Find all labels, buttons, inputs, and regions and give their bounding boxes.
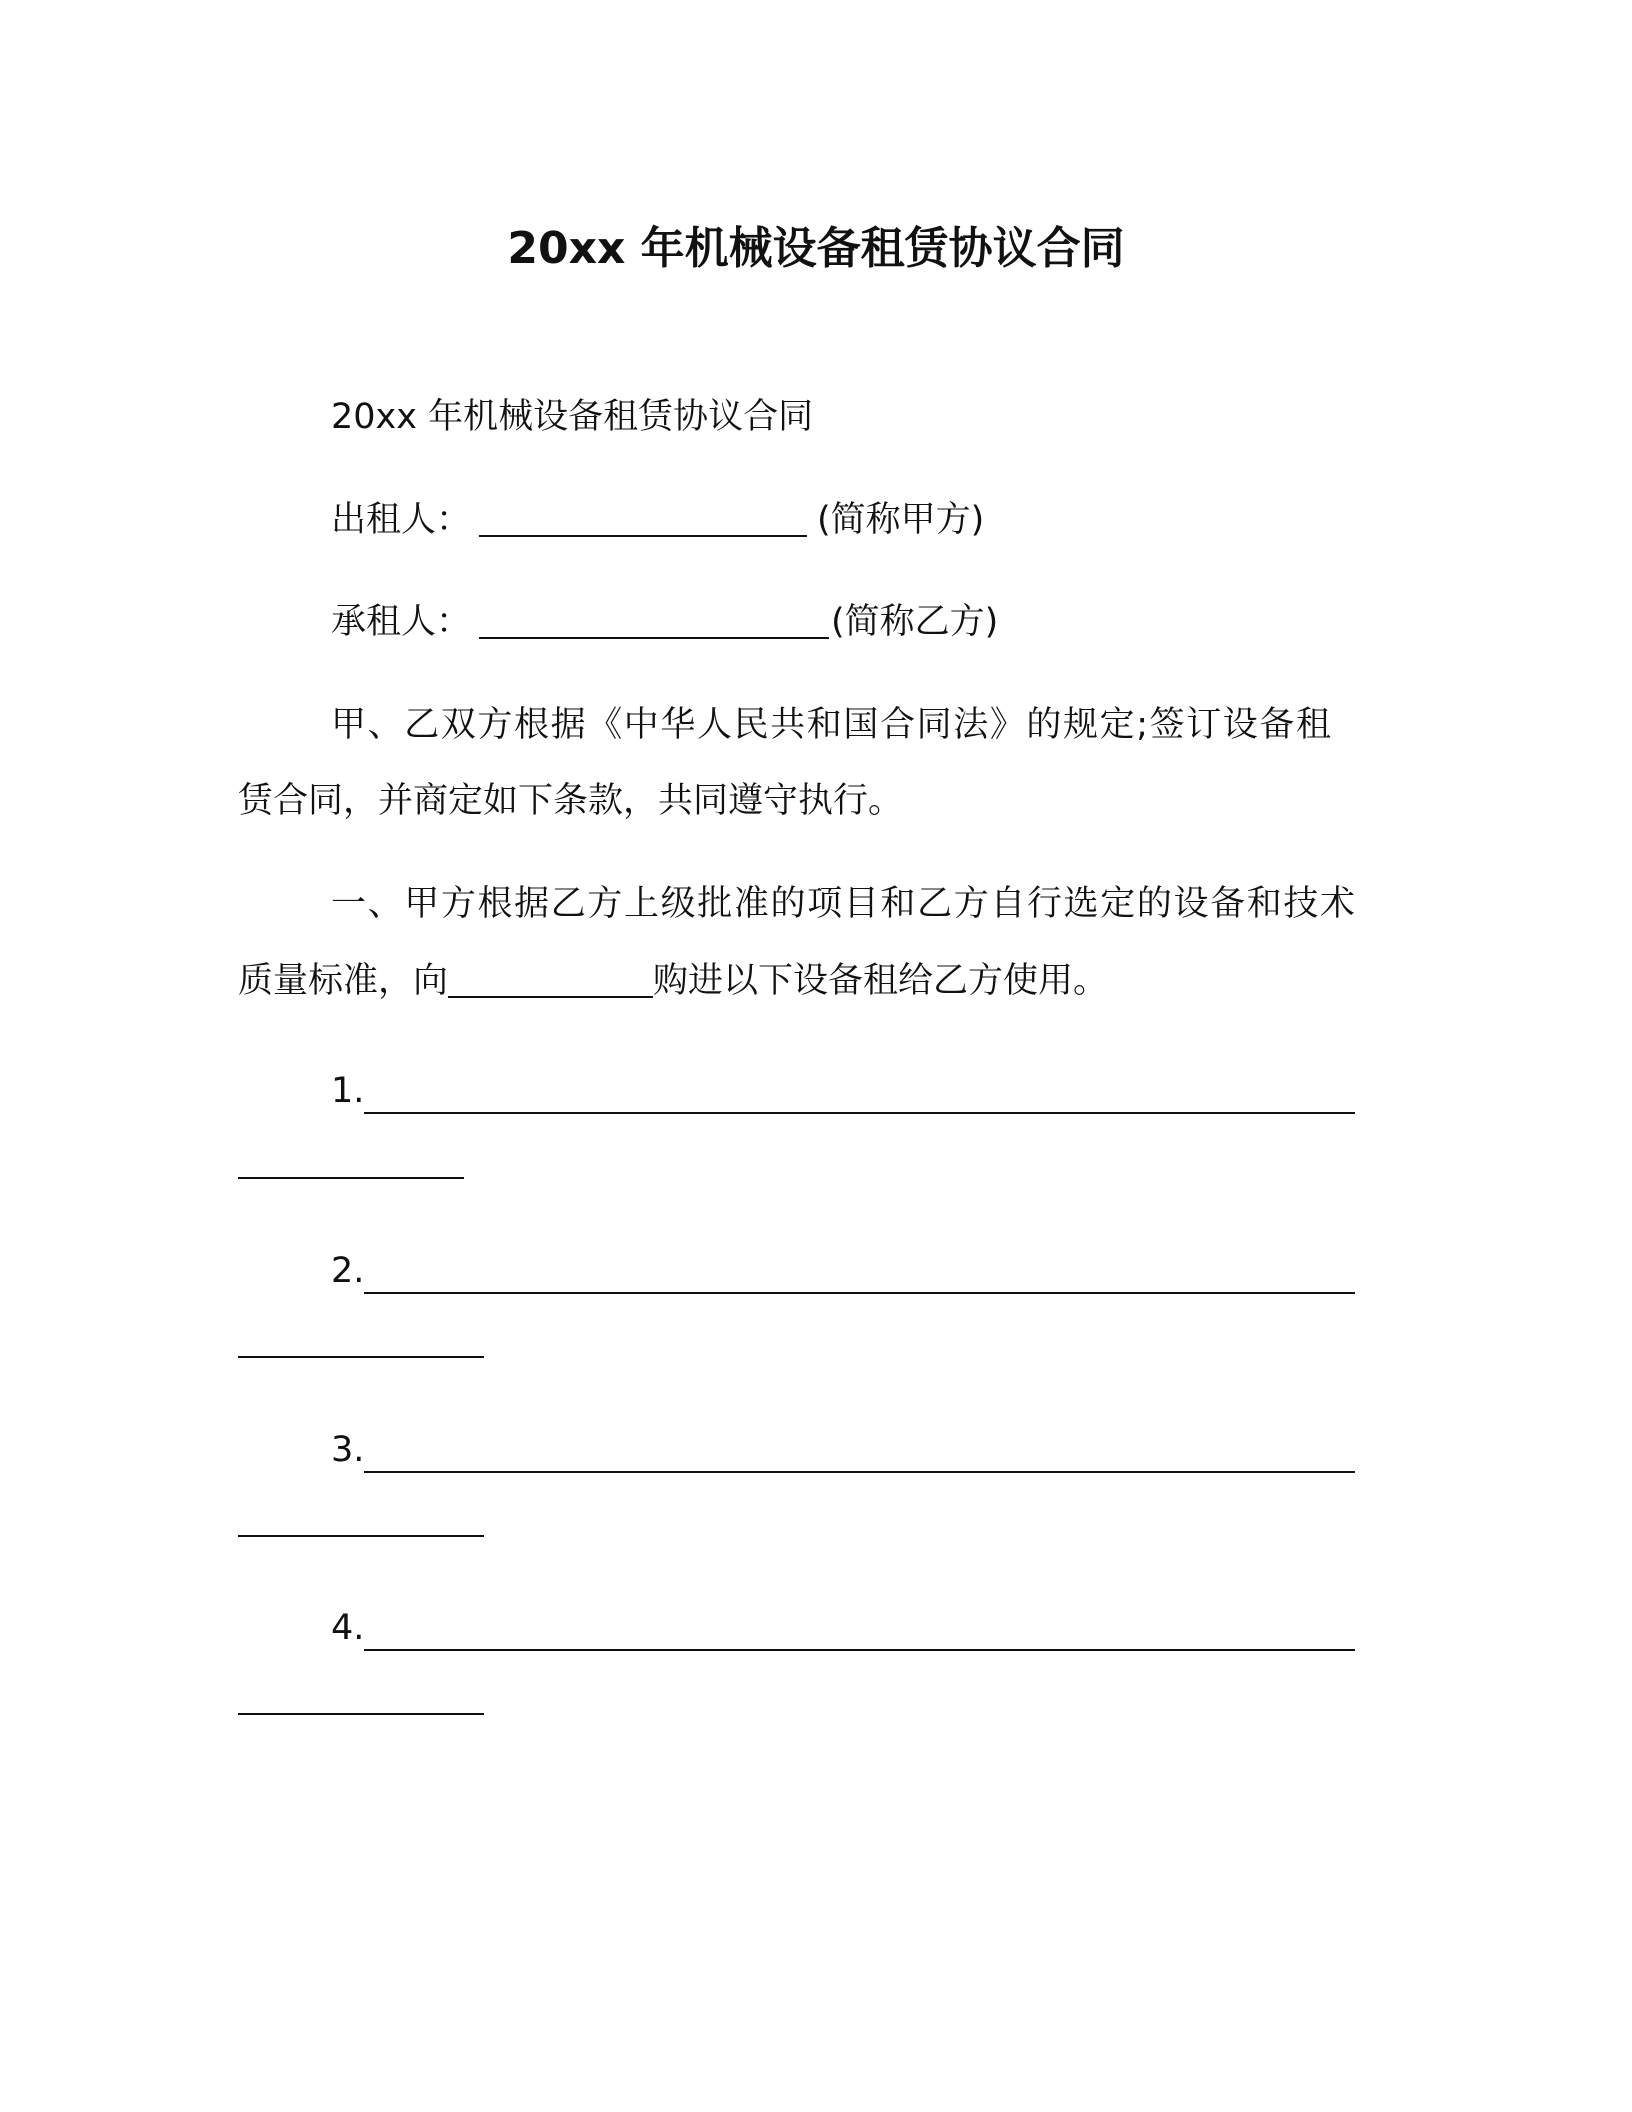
item-3-blank-continuation (238, 1535, 484, 1537)
lessor-name-blank (479, 505, 807, 537)
clause1-prefix: 质量标准，向 (238, 961, 449, 1001)
supplier-blank (448, 966, 653, 998)
item-4-blank-continuation (238, 1713, 484, 1715)
item-2-blank-continuation (238, 1356, 484, 1358)
clause1-line-1: 一、甲方根据乙方上级批准的项目和乙方自行选定的设备和技术 (331, 884, 1355, 924)
lessee-label: 承租人： (331, 602, 472, 642)
lessor-line (331, 501, 984, 539)
item-4-number: 4. (331, 1608, 365, 1648)
lessee-line (331, 603, 998, 641)
item-2-blank (364, 1262, 1355, 1294)
equipment-item-2 (331, 1252, 1355, 1290)
intro-line-2: 赁合同，并商定如下条款，共同遵守执行。 (238, 781, 904, 821)
item-3-number: 3. (331, 1430, 365, 1470)
equipment-item-1 (331, 1072, 1355, 1110)
document-subtitle: 20xx 年机械设备租赁协议合同 (331, 397, 814, 437)
intro-line-1: 甲、乙双方根据《中华人民共和国合同法》的规定;签订设备租 (331, 705, 1331, 745)
lessor-suffix: (简称甲方) (817, 500, 985, 540)
lessee-name-blank (479, 607, 829, 639)
lessee-suffix: (简称乙方) (831, 602, 999, 642)
equipment-item-4 (331, 1609, 1355, 1647)
item-1-blank (364, 1082, 1355, 1114)
item-4-blank (364, 1619, 1355, 1651)
clause1-suffix: 购进以下设备租给乙方使用。 (653, 961, 1109, 1001)
clause1-line-2 (238, 962, 1108, 1000)
item-1-blank-continuation (238, 1177, 464, 1179)
item-1-number: 1. (331, 1071, 365, 1111)
lessor-label: 出租人： (331, 500, 472, 540)
document-title: 20xx 年机械设备租赁协议合同 (507, 223, 1125, 274)
item-2-number: 2. (331, 1251, 365, 1291)
item-3-blank (364, 1441, 1355, 1473)
equipment-item-3 (331, 1431, 1355, 1469)
